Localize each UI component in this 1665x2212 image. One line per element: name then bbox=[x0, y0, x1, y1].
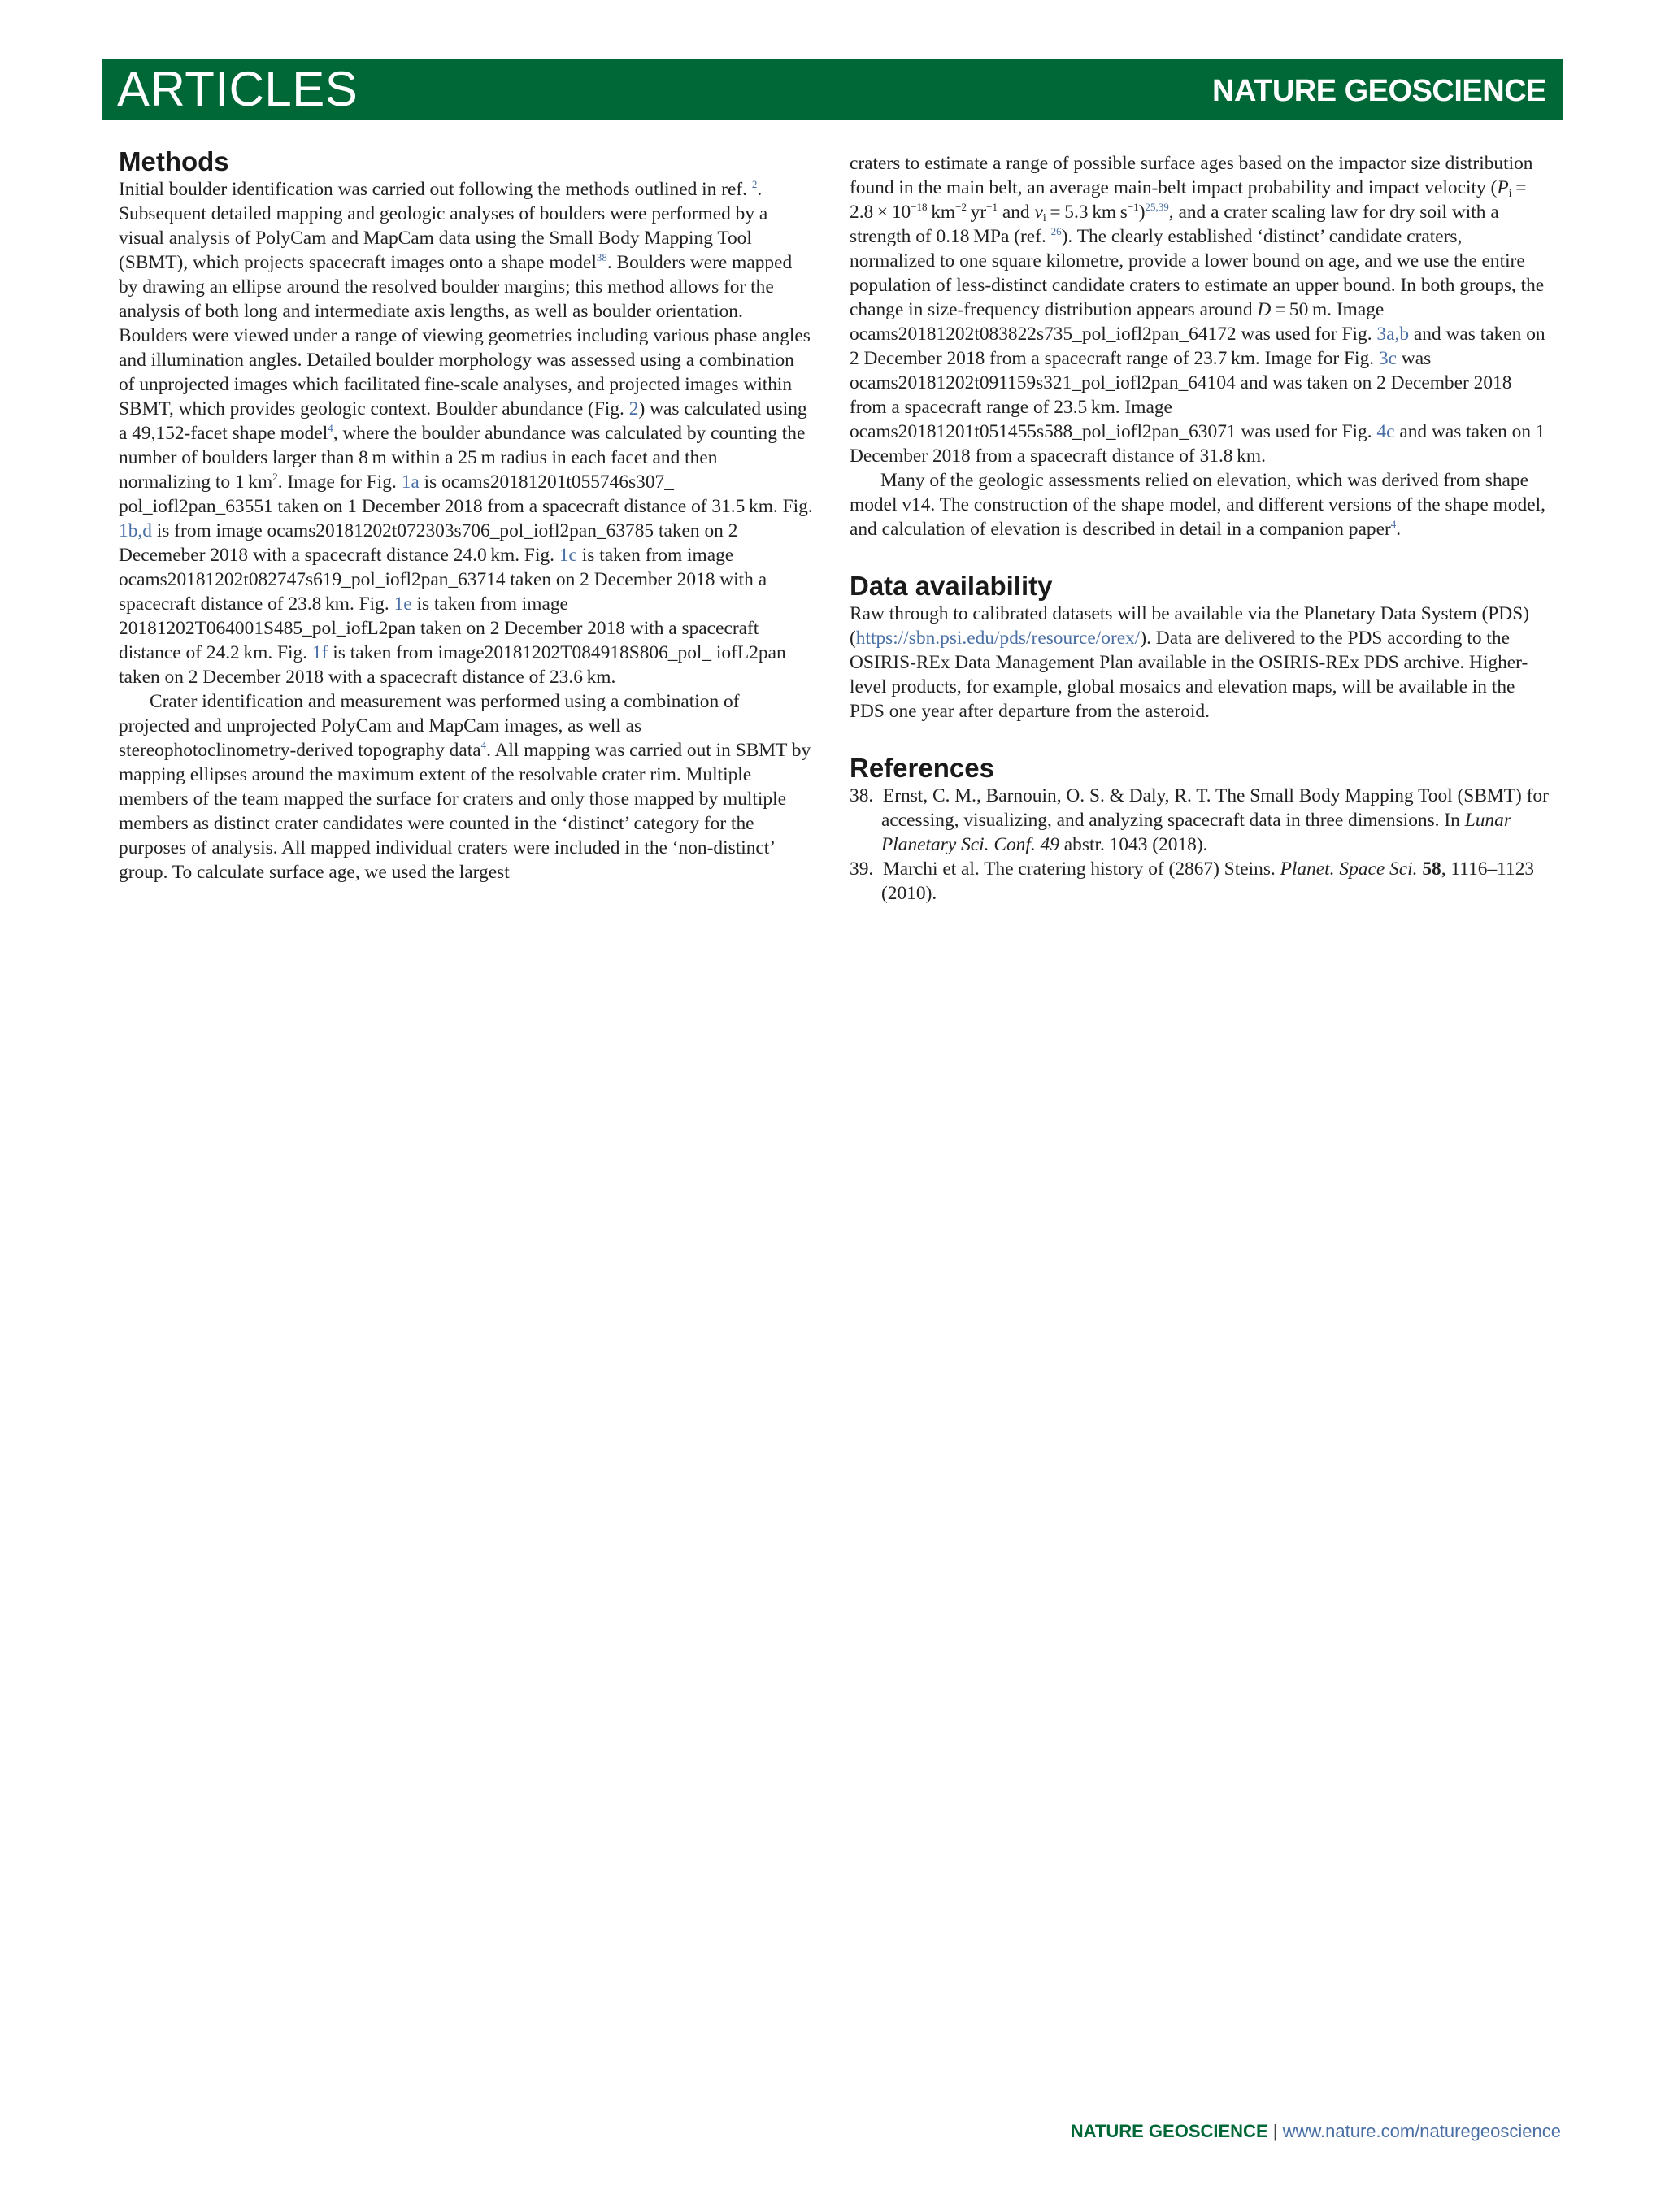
figure-link[interactable]: 1a bbox=[401, 472, 420, 493]
page-footer bbox=[1071, 2120, 1561, 2143]
methods-paragraph-4: Many of the geologic assessments relied on elevation, which was derived from shape model v14. The construction of the shape model, and different versions of the shape model, and calculation of elevation is described in detail in a companion paper$^4$. bbox=[850, 470, 1545, 540]
methods-paragraph-3: craters to estimate a range of possible surface ages based on the impactor size distribution found in the main belt, an average main-belt impact probability and impact velocity ($P_i = 2.8 \times 10^{-18}$ $km^{-2}$ $yr^{-1}$ and $v_i = 5.3$ km $s^{-1})^{25,39}$, and a crater scaling law for dry soil with a strength of 0.18 MPa (ref. $^{26}$). The clearly established ‘distinct’ candidate craters, normalized to one square kilometre, provide a lower bound on age, and we use the entire population of less-distinct candidate craters to estimate an upper bound. In both groups, the change in size-frequency distribution appears around D = 50 m. Image ocams20181202t083822s735_pol_iofl2pan_64172 was used for Fig. 3a,b and was taken on 2 December 2018 from a spacecraft range of 23.7 km. Image for Fig. 3c was ocams20181202t091159s321_pol_iofl2pan_64104 and was taken on 2 December 2018 from a spacecraft range of 23.5 km. Image ocams20181201t051455s588_pol_iofl2pan_63071 was used for Fig. 4c and was taken on 1 December 2018 from a spacecraft distance of 31.8 km. bbox=[850, 153, 1545, 467]
figure-link[interactable]: 3c bbox=[1378, 348, 1398, 369]
data-availability-heading: Data availability bbox=[850, 571, 1053, 601]
ref-link[interactable]: 4 bbox=[328, 422, 333, 434]
figure-link[interactable]: 1c bbox=[559, 545, 577, 566]
references-heading: References bbox=[850, 753, 994, 783]
methods-heading: Methods bbox=[119, 146, 229, 176]
ref-link[interactable]: 25,39 bbox=[1145, 201, 1169, 213]
reference-item: 39. Marchi et al. The cratering history of (2867) Steins. Planet. Space Sci. 58, 1116–1123 (2010). bbox=[850, 858, 1535, 904]
header-banner bbox=[102, 59, 1563, 120]
figure-link[interactable]: 3a,b bbox=[1376, 324, 1410, 345]
references-list bbox=[850, 784, 1549, 906]
ref-link[interactable]: 4 bbox=[480, 739, 487, 751]
figure-link[interactable]: 1e bbox=[393, 593, 412, 615]
ref-link[interactable]: 26 bbox=[1050, 225, 1062, 237]
footer-journal: NATURE GEOSCIENCE bbox=[1070, 2121, 1268, 2141]
section-label: ARTICLES bbox=[117, 62, 359, 116]
reference-item: 38. Ernst, C. M., Barnouin, O. S. & Daly, R. T. The Small Body Mapping Tool (SBMT) for accessing, visualizing, and analyzing spacecraft data in three dimensions. In Lunar Planetary Sci. Conf. 49 abstr. 1043 (2018). bbox=[850, 785, 1549, 855]
pds-url-link[interactable]: https://sbn.psi.edu/pds/resource/orex/ bbox=[855, 628, 1141, 649]
ref-link[interactable]: 2 bbox=[751, 178, 758, 190]
ref-link[interactable]: 4 bbox=[1390, 518, 1397, 530]
data-availability-paragraph: Raw through to calibrated datasets will be available via the Planetary Data System (PDS) (https://sbn.psi.edu/pds/resource/orex/). Data are delivered to the PDS according to the OSIRIS-REx Data Management Plan available in the OSIRIS-REx PDS archive. Higher-level products, for example, global mosaics and elevation maps, will be available in the PDS one year after departure from the asteroid. bbox=[850, 603, 1529, 722]
footer-separator: | bbox=[1267, 2121, 1283, 2141]
figure-link[interactable]: 1f bbox=[311, 642, 328, 663]
methods-paragraph-2: Crater identification and measurement was performed using a combination of projected and unprojected PolyCam and MapCam images, as well as stereophotoclinometry-derived topography data$^4$. All mapping was carried out in SBMT by mapping ellipses around the maximum extent of the resolvable crater rim. Multiple members of the team mapped the surface for craters and only those mapped by multiple members as distinct crater candidates were counted in the ‘distinct’ category for the purposes of analysis. All mapped individual craters were included in the ‘non-distinct’ group. To calculate surface age, we used the largest bbox=[119, 691, 811, 883]
footer-url-link[interactable]: www.nature.com/naturegeoscience bbox=[1282, 2121, 1561, 2141]
journal-name: NATURE GEOSCIENCE bbox=[1212, 74, 1546, 108]
figure-link[interactable]: 2 bbox=[628, 398, 639, 419]
right-column bbox=[850, 146, 1549, 906]
ref-link[interactable]: 38 bbox=[596, 251, 607, 263]
figure-link[interactable]: 4c bbox=[1376, 421, 1395, 442]
left-column bbox=[119, 146, 813, 884]
methods-paragraph-1: Initial boulder identification was carried out following the methods outlined in ref. $^2$. Subsequent detailed mapping and geologic analyses of boulders were performed by a visual analysis of PolyCam and MapCam data using the Small Body Mapping Tool (SBMT), which projects spacecraft images onto a shape model$^{38}$. Boulders were mapped by drawing an ellipse around the resolved boulder margins; this method allows for the analysis of both long and intermediate axis lengths, as well as boulder orientation. Boulders were viewed under a range of viewing geometries including various phase angles and illumination angles. Detailed boulder morphology was assessed using a combination of unprojected images which facilitated fine-scale analyses, and projected images within SBMT, which provides geologic context. Boulder abundance (Fig. 2) was calculated using a 49,152-facet shape model$^4$, where the boulder abundance was calculated by counting the number of boulders larger than 8 m within a 25 m radius in each facet and then normalizing to 1 $km^2$. Image for Fig. 1a is ocams20181201t055746s307_ pol_iofl2pan_63551 taken on 1 December 2018 from a spacecraft distance of 31.5 km. Fig. 1b,d is from image ocams20181202t072303s706_pol_iofl2pan_63785 taken on 2 Decemeber 2018 with a spacecraft distance 24.0 km. Fig. 1c is taken from image ocams20181202t082747s619_pol_iofl2pan_63714 taken on 2 December 2018 with a spacecraft distance of 23.8 km. Fig. 1e is taken from image 20181202T064001S485_pol_iofL2pan taken on 2 December 2018 with a spacecraft distance of 24.2 km. Fig. 1f is taken from image20181202T084918S806_pol_ iofL2pan taken on 2 December 2018 with a spacecraft distance of 23.6 km. bbox=[119, 178, 813, 688]
figure-link[interactable]: 1b,d bbox=[119, 520, 152, 541]
